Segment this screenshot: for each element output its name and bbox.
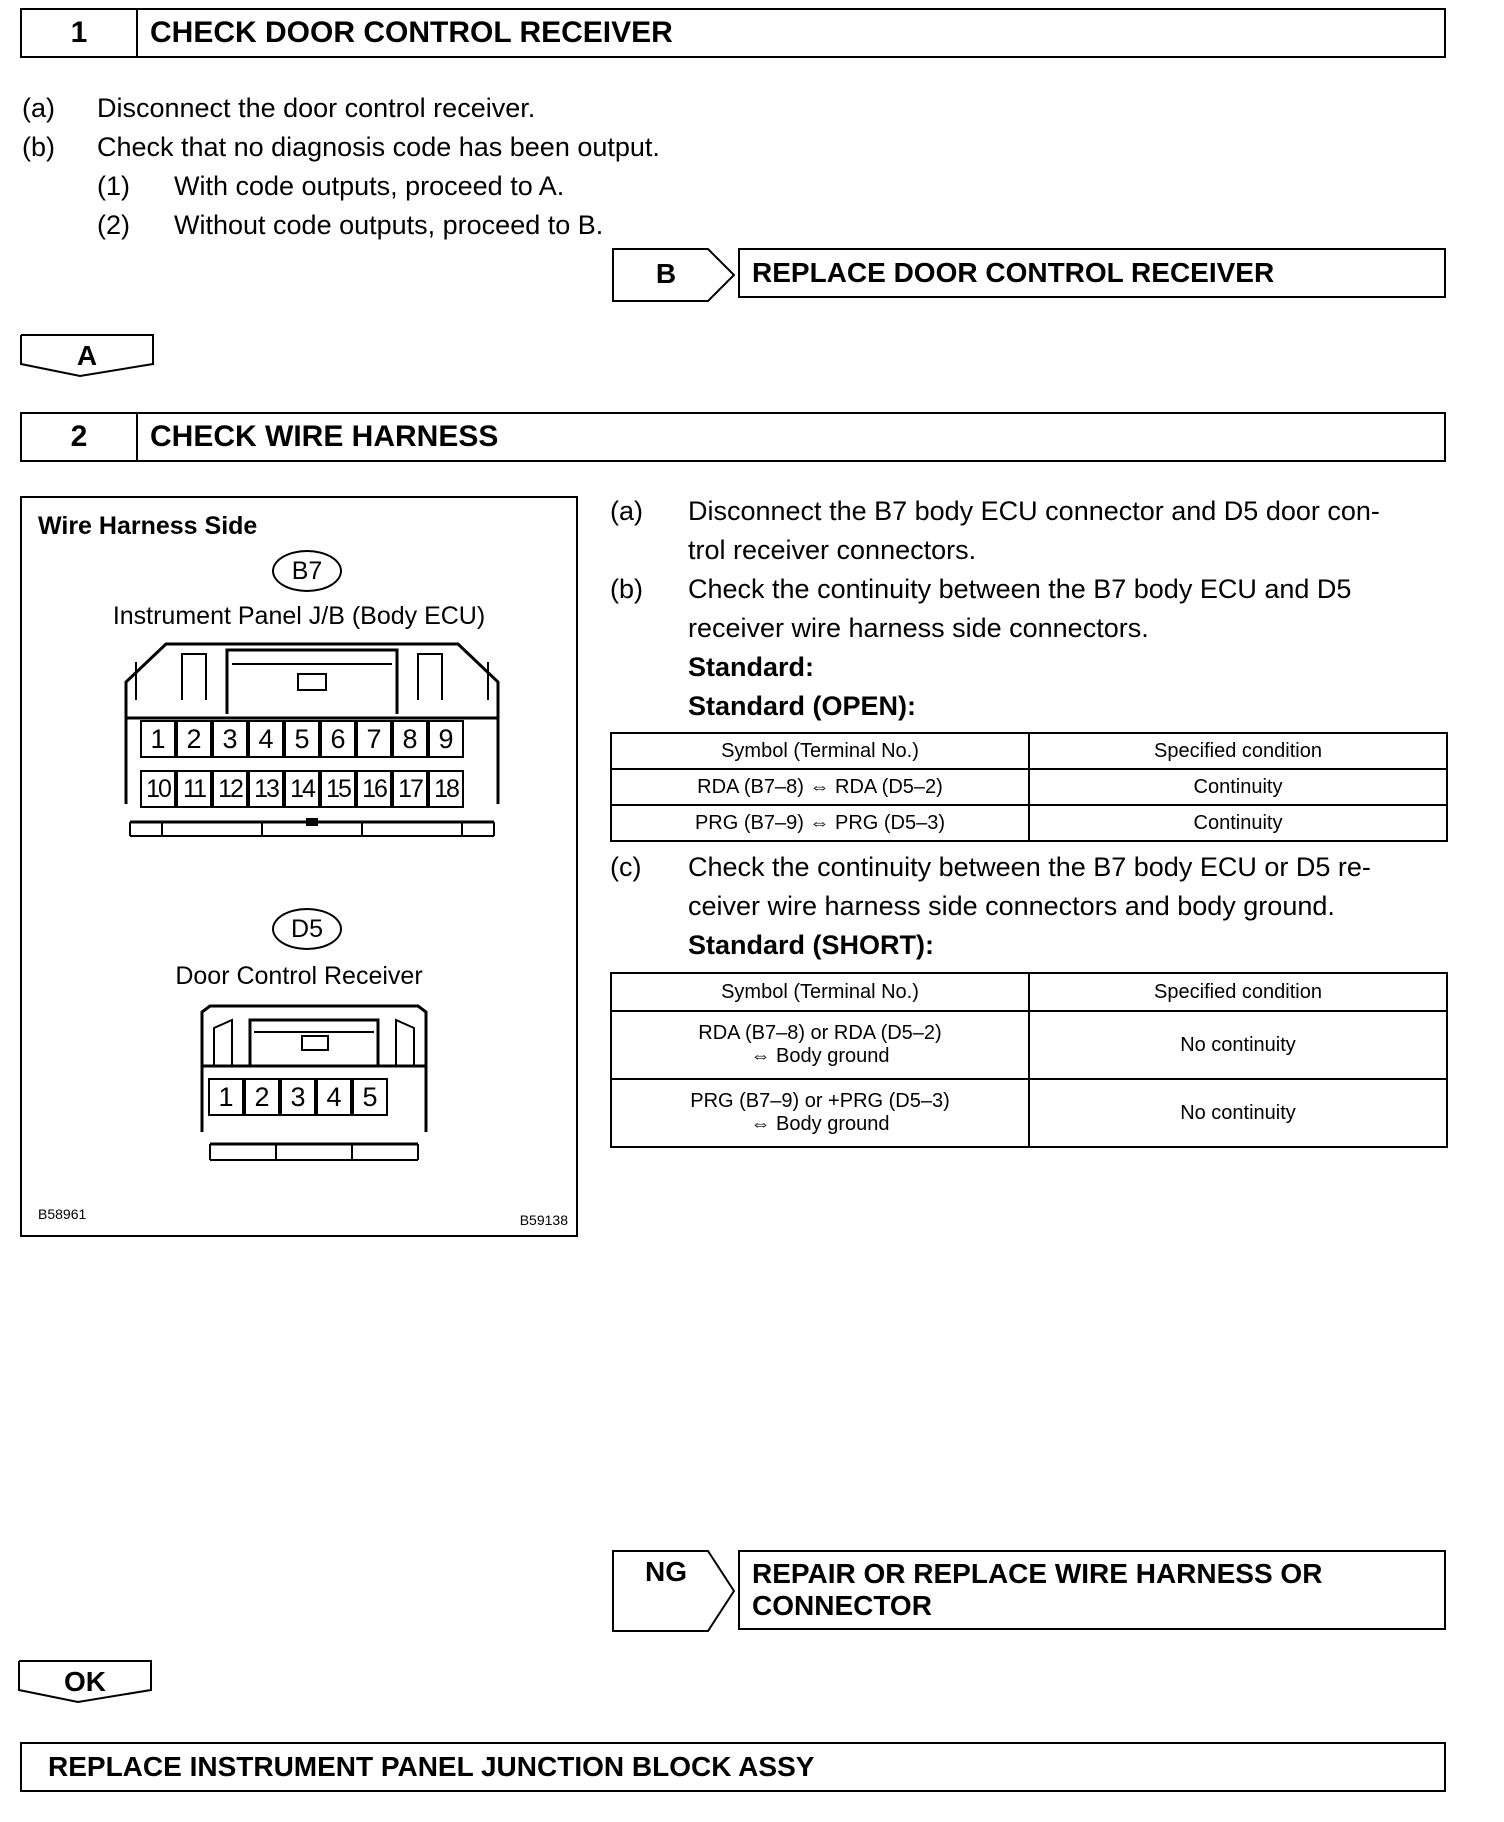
b7-pin: 8 [392,720,428,758]
open-spec-table [610,732,1448,842]
step-1-item-a-text: Disconnect the door control receiver. [97,93,536,123]
table-header-row [611,973,1447,1011]
branch-ng-arrow [612,1550,736,1632]
table-row [611,769,1447,805]
step-2-item-b-mark: (b) [610,574,643,604]
table-header: Symbol (Terminal No.) [611,973,1029,1011]
d5-pin: 4 [316,1078,352,1116]
d5-pin: 5 [352,1078,388,1116]
b7-pin: 1 [140,720,176,758]
table-cell: No continuity [1029,1079,1447,1147]
b7-pin: 14 [284,770,320,808]
standard-short-label: Standard (SHORT): [688,930,934,960]
branch-ng-label: NG [645,1556,687,1587]
b7-pin: 9 [428,720,464,758]
b7-pin: 18 [428,770,464,808]
step-1-subitem-2-mark: (2) [97,210,130,240]
d5-pin: 2 [244,1078,280,1116]
step-2-item-c-line2: ceiver wire harness side connectors and body ground. [688,891,1335,921]
cell-line: ⇔ Body ground [750,1045,890,1067]
table-row [611,1011,1447,1079]
branch-ok-tag [18,1660,152,1702]
step-1-subitem-1-mark: (1) [97,171,130,201]
step-1-subitem-1-text: With code outputs, proceed to A. [174,171,565,201]
cell-line: RDA (B7–8) or RDA (D5–2) [698,1022,942,1044]
table-cell: Continuity [1029,769,1447,805]
standard-label: Standard: [688,652,815,682]
figure-caption: Wire Harness Side [38,512,258,540]
table-cell [611,1011,1029,1079]
step-2-item-b-line2: receiver wire harness side connectors. [688,613,1149,643]
cell-line: PRG (B7–9) or +PRG (D5–3) [690,1090,950,1112]
step-2-item-c-mark: (c) [610,852,642,882]
table-row [611,805,1447,841]
connector-d5-code: D5 [272,908,342,950]
branch-ng-action-line2: CONNECTOR [752,1590,932,1621]
b7-pin: 17 [392,770,428,808]
table-header: Specified condition [1029,733,1447,769]
short-spec-table [610,972,1448,1148]
table-header: Symbol (Terminal No.) [611,733,1029,769]
figure-ref-left: B58961 [38,1206,87,1222]
branch-ng-action-line1: REPAIR OR REPLACE WIRE HARNESS OR [752,1558,1323,1589]
b7-pin: 4 [248,720,284,758]
table-cell: RDA (B7–8) ⇔ RDA (D5–2) [611,769,1029,805]
table-cell: No continuity [1029,1011,1447,1079]
connector-d5-name: Door Control Receiver [175,962,423,990]
table-row [611,1079,1447,1147]
table-header: Specified condition [1029,973,1447,1011]
standard-open-label: Standard (OPEN): [688,691,917,721]
step-1-header [20,8,1446,58]
step-2-item-a-line2: trol receiver connectors. [688,535,977,565]
branch-ok-label: OK [64,1666,106,1697]
b7-pin: 12 [212,770,248,808]
b7-pin: 15 [320,770,356,808]
b7-pin: 6 [320,720,356,758]
table-header-row [611,733,1447,769]
step-number: 2 [22,414,138,460]
b7-pin: 16 [356,770,392,808]
step-2-item-c-line1: Check the continuity between the B7 body ECU or D5 re- [688,852,1371,882]
d5-pin: 3 [280,1078,316,1116]
b7-pin: 11 [176,770,212,808]
table-cell [611,1079,1029,1147]
step-2-header [20,412,1446,462]
branch-a-label: A [76,340,98,371]
branch-a-tag [20,334,154,376]
branch-b-arrow [612,248,736,302]
connector-b7-code: B7 [272,550,342,592]
step-2-item-a-line1: Disconnect the B7 body ECU connector and D5 door con- [688,496,1380,526]
step-title: CHECK WIRE HARNESS [150,420,499,453]
table-cell: Continuity [1029,805,1447,841]
d5-pin: 1 [208,1078,244,1116]
step-2-item-b-line1: Check the continuity between the B7 body ECU and D5 [688,574,1352,604]
step-1-subitem-2-text: Without code outputs, proceed to B. [174,210,604,240]
b7-pin: 7 [356,720,392,758]
b7-pin: 5 [284,720,320,758]
b7-pin: 10 [140,770,176,808]
step-1-item-b-mark: (b) [22,132,55,162]
step-number: 1 [22,10,138,56]
step-2-item-a-mark: (a) [610,496,643,526]
branch-b-label: B [655,258,677,289]
step-1-item-a-mark: (a) [22,93,55,123]
branch-ng-action [738,1550,1446,1630]
b7-pin: 3 [212,720,248,758]
figure-ref-right: B59138 [519,1212,568,1228]
b7-pin: 2 [176,720,212,758]
step-1-item-b-text: Check that no diagnosis code has been output. [97,132,660,162]
final-action: REPLACE INSTRUMENT PANEL JUNCTION BLOCK ASSY [20,1742,1446,1792]
connector-diagram [20,496,578,1237]
table-cell: PRG (B7–9) ⇔ PRG (D5–3) [611,805,1029,841]
step-title: CHECK DOOR CONTROL RECEIVER [150,16,673,49]
cell-line: ⇔ Body ground [750,1113,890,1135]
b7-pin: 13 [248,770,284,808]
connector-b7-name: Instrument Panel J/B (Body ECU) [112,602,486,630]
branch-b-action: REPLACE DOOR CONTROL RECEIVER [738,248,1446,298]
